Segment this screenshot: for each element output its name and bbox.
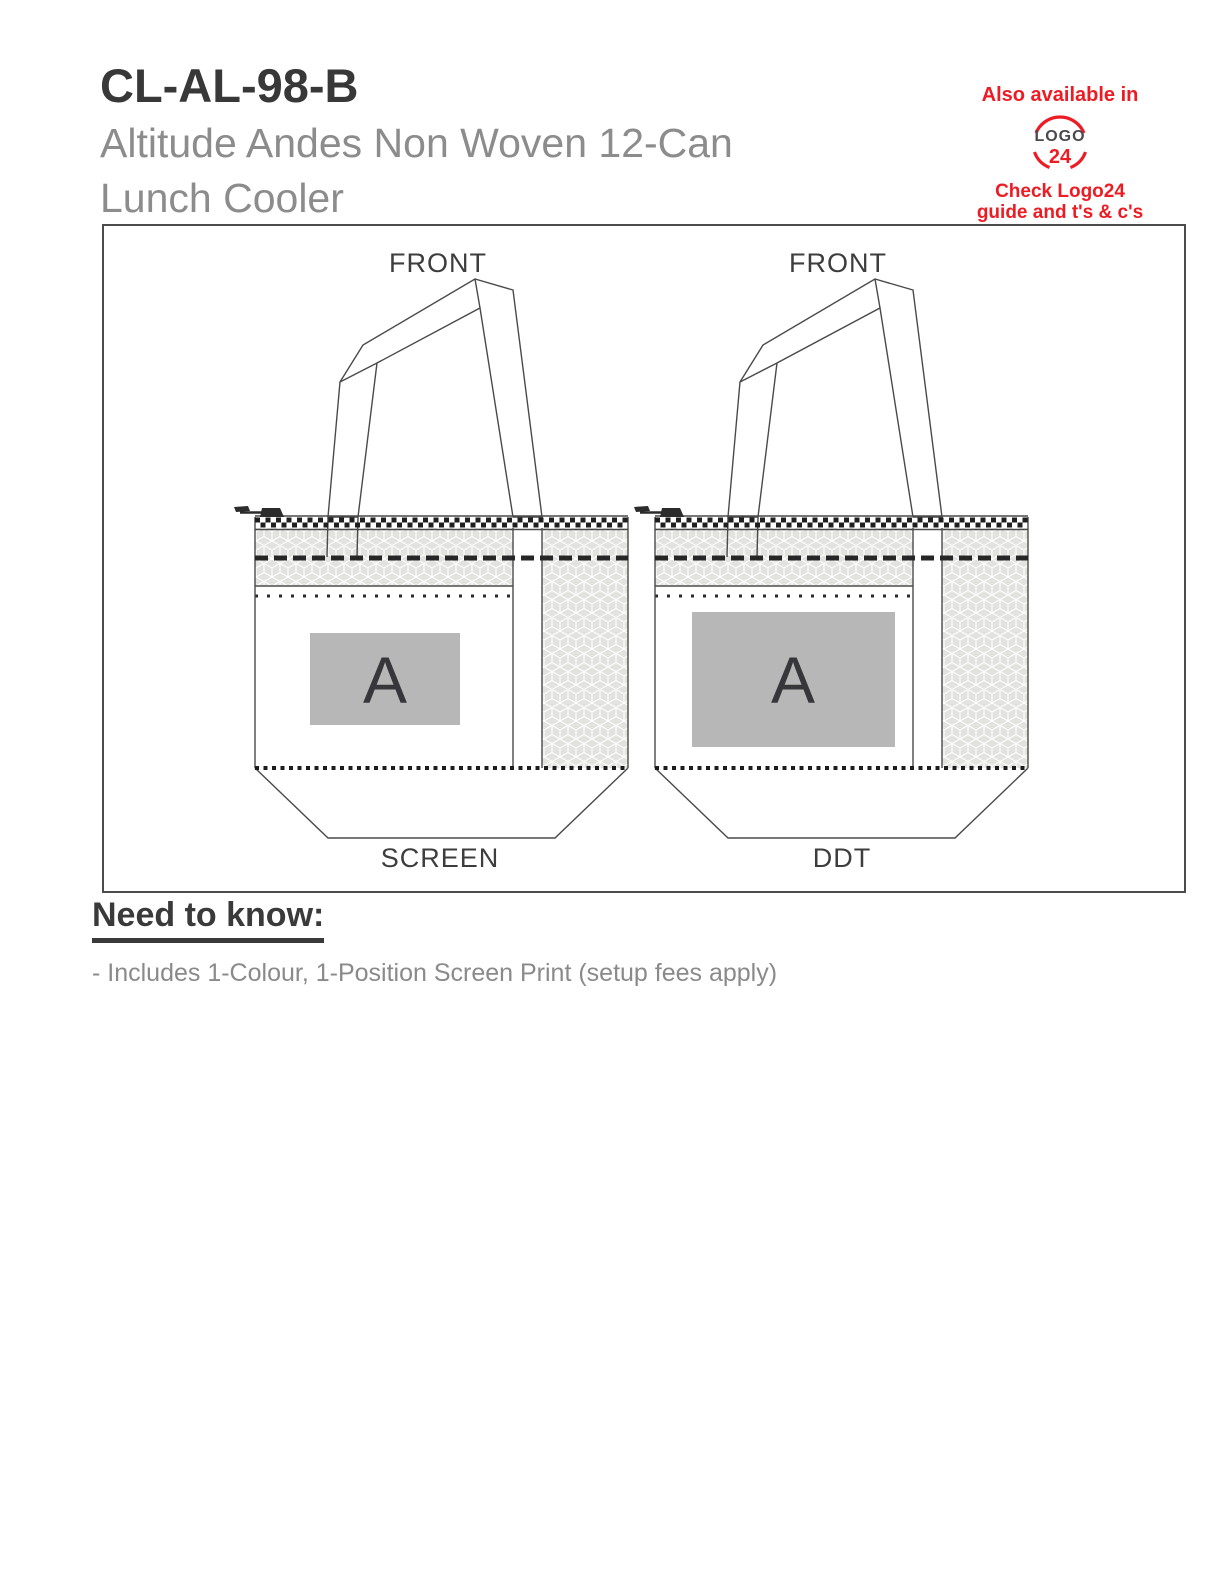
logo24-note-line2: guide and t's & c's	[976, 202, 1144, 223]
product-name	[100, 116, 733, 226]
method-label-screen: SCREEN	[380, 843, 500, 873]
bag-base	[655, 768, 1028, 838]
vertical-strap	[513, 528, 542, 768]
bag-base	[255, 768, 628, 838]
need-to-know-section	[92, 896, 777, 988]
branding-area-placeholder	[692, 612, 895, 747]
need-to-know-item: - Includes 1-Colour, 1-Position Screen Print (setup fees apply)	[92, 959, 778, 987]
front-label: FRONT	[389, 248, 487, 278]
front-label: FRONT	[789, 248, 887, 278]
placeholder-letter: A	[770, 643, 816, 717]
logo24-icon	[1021, 109, 1099, 181]
need-to-know-heading: Need to know:	[92, 896, 324, 943]
logo24-number: 24	[1048, 146, 1072, 168]
logo24-availability-text: Also available in	[981, 84, 1139, 106]
branding-area-placeholder	[310, 633, 460, 725]
logo24-circle-right-arc	[1071, 152, 1086, 168]
side-gusset	[542, 528, 628, 768]
logo24-note-line1: Check Logo24	[995, 181, 1125, 202]
method-label-ddt: DDT	[812, 843, 872, 873]
vertical-strap	[913, 528, 942, 768]
logo24-circle-left-arc	[1035, 152, 1050, 168]
logo24-badge	[948, 84, 1172, 223]
product-name-line2: Lunch Cooler	[100, 175, 344, 221]
logo24-word: LOGO	[1034, 128, 1086, 145]
placeholder-letter: A	[362, 643, 408, 717]
bag-diagram-ddt	[632, 217, 1052, 877]
product-name-line1: Altitude Andes Non Woven 12-Can	[100, 120, 733, 166]
side-gusset	[942, 528, 1028, 768]
bag-diagram-screen	[232, 217, 652, 877]
product-code: CL-AL-98-B	[100, 59, 359, 112]
